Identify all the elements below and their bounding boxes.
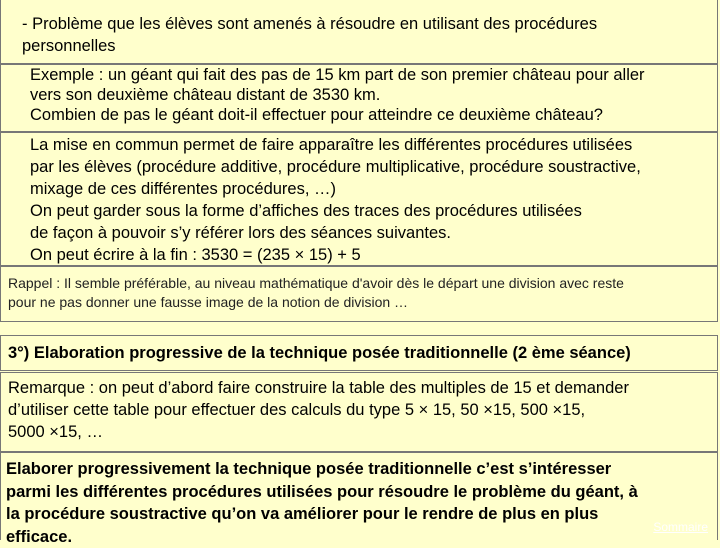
rappel-text: Rappel : Il semble préférable, au niveau mathématique d'avoir dès le départ une division avec reste pour ne pas donner une fausse image de la notion de division … xyxy=(8,275,624,310)
remarque-text: Remarque : on peut d’abord faire construire la table des multiples de 15 et demander d’utiliser cette table pour effectuer des calculs du type 5 × 15, 50 ×15, 500 ×15, 5000 ×15, … xyxy=(8,379,629,441)
mise-en-commun-text: La mise en commun permet de faire apparaître les différentes procédures utilisées par les élèves (procédure additive, procédure multiplicative, procédure soustractive, mixage de ces différentes procédures, …) On peut garder sous la forme d’affiches des traces des procédures utilisées de façon à pouvoir s’y référer lors des séances suivantes. On peut écrire à la fin : 3530 = (235 × 15) + 5 xyxy=(30,136,641,264)
sommaire-link[interactable]: Sommaire xyxy=(653,520,708,534)
conclusion-text: Elaborer progressivement la technique posée traditionnelle c’est s’intéresser parmi les différentes procédures utilisées pour résoudre le problème du géant, à la procédure soustractive qu’on va améliorer pour le rendre de plus en plus efficace. xyxy=(6,460,638,546)
section-heading: 3°) Elaboration progressive de la technique posée traditionnelle (2 ème séance) xyxy=(8,344,631,362)
problem-intro-text: - Problème que les élèves sont amenés à résoudre en utilisant des procédures personnelles xyxy=(22,15,598,55)
example-text: Exemple : un géant qui fait des pas de 15 km part de son premier château pour aller vers son deuxième château distant de 3530 km. Combien de pas le géant doit-il effectuer pour atteindre ce deuxième château? xyxy=(30,66,645,124)
